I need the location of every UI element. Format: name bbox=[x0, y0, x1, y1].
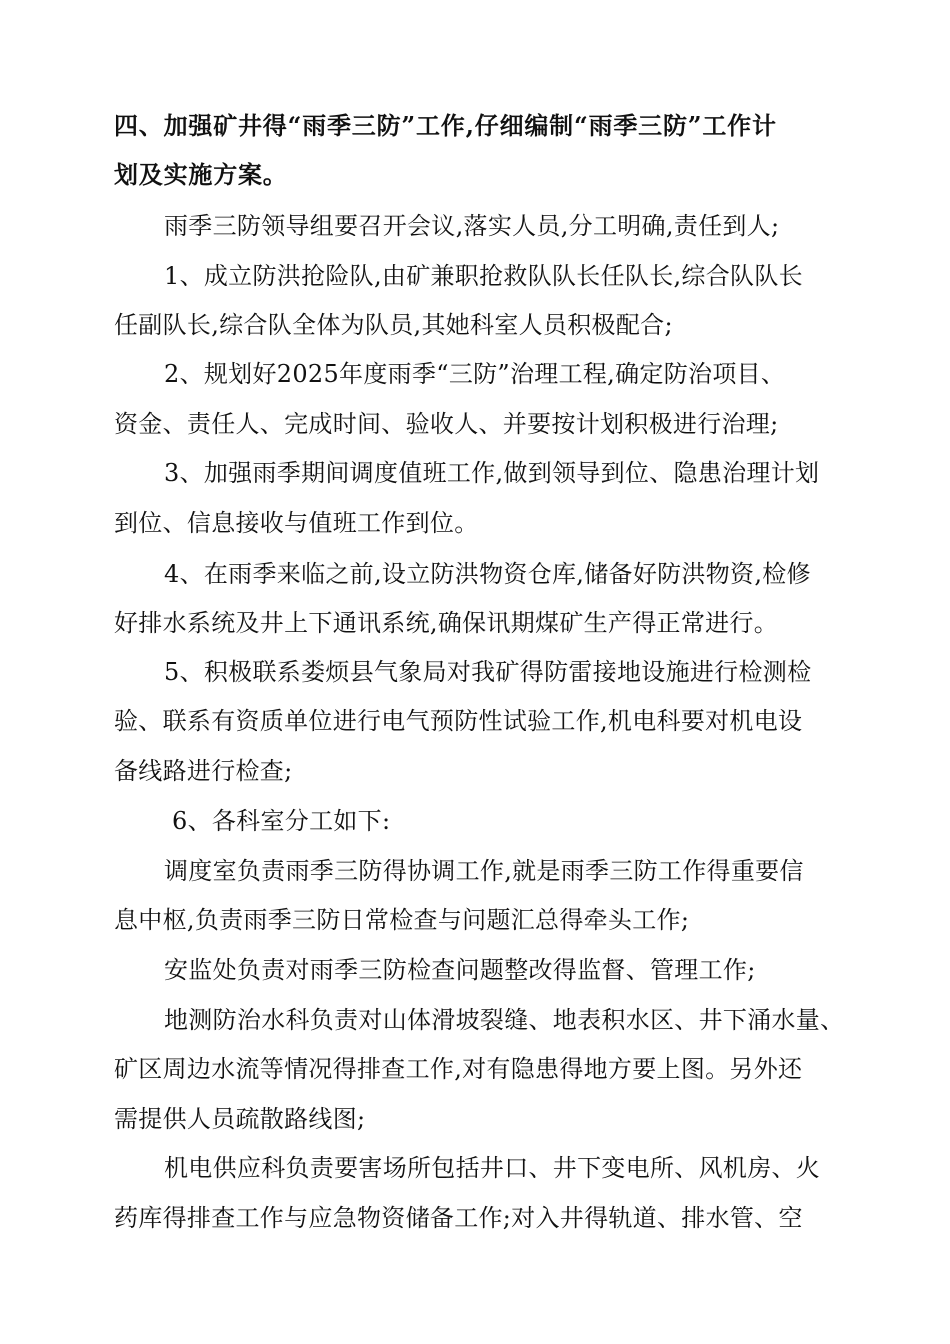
paragraph-10-line-2: 矿区周边水流等情况得排查工作,对有隐患得地方要上图。另外还 bbox=[114, 1055, 803, 1083]
paragraph-6-line-1: 5、积极联系娄烦县气象局对我矿得防雷接地设施进行检测检 bbox=[164, 658, 812, 686]
paragraph-3-line-1: 2、规划好2025年度雨季“三防”治理工程,确定防治项目、 bbox=[164, 360, 786, 388]
paragraph-3-line-2: 资金、责任人、完成时间、验收人、并要按计划积极进行治理; bbox=[114, 410, 779, 438]
paragraph-9-line-1: 安监处负责对雨季三防检查问题整改得监督、管理工作; bbox=[164, 956, 756, 984]
paragraph-5-line-2: 好排水系统及井上下通讯系统,确保讯期煤矿生产得正常进行。 bbox=[114, 609, 779, 637]
paragraph-11-line-2: 药库得排查工作与应急物资储备工作;对入井得轨道、排水管、空 bbox=[114, 1204, 803, 1232]
paragraph-6-line-3: 备线路进行检查; bbox=[114, 757, 293, 785]
paragraph-1-line-1: 雨季三防领导组要召开会议,落实人员,分工明确,责任到人; bbox=[164, 212, 780, 240]
paragraph-8-line-1: 调度室负责雨季三防得协调工作,就是雨季三防工作得重要信 bbox=[164, 857, 804, 885]
paragraph-10-line-3: 需提供人员疏散路线图; bbox=[114, 1105, 366, 1133]
paragraph-4-line-1: 3、加强雨季期间调度值班工作,做到领导到位、隐患治理计划 bbox=[164, 459, 820, 487]
paragraph-11-line-1: 机电供应科负责要害场所包括井口、井下变电所、风机房、火 bbox=[164, 1154, 821, 1182]
paragraph-10-line-1: 地测防治水科负责对山体滑坡裂缝、地表积水区、井下涌水量、 bbox=[164, 1006, 845, 1034]
paragraph-5-line-1: 4、在雨季来临之前,设立防洪物资仓库,储备好防洪物资,检修 bbox=[164, 560, 811, 588]
paragraph-8-line-2: 息中枢,负责雨季三防日常检查与问题汇总得牵头工作; bbox=[114, 906, 690, 934]
section-heading-line-1: 四、加强矿井得“雨季三防”工作,仔细编制“雨季三防”工作计 bbox=[114, 111, 777, 140]
paragraph-2-line-2: 任副队长,综合队全体为队员,其她科室人员积极配合; bbox=[114, 311, 673, 339]
paragraph-6-line-2: 验、联系有资质单位进行电气预防性试验工作,机电科要对机电设 bbox=[114, 707, 803, 735]
paragraph-7-line-1: 6、各科室分工如下: bbox=[172, 807, 391, 835]
paragraph-4-line-2: 到位、信息接收与值班工作到位。 bbox=[114, 509, 479, 537]
paragraph-2-line-1: 1、成立防洪抢险队,由矿兼职抢救队队长任队长,综合队队长 bbox=[164, 262, 803, 290]
section-heading-line-2: 划及实施方案。 bbox=[114, 160, 288, 189]
